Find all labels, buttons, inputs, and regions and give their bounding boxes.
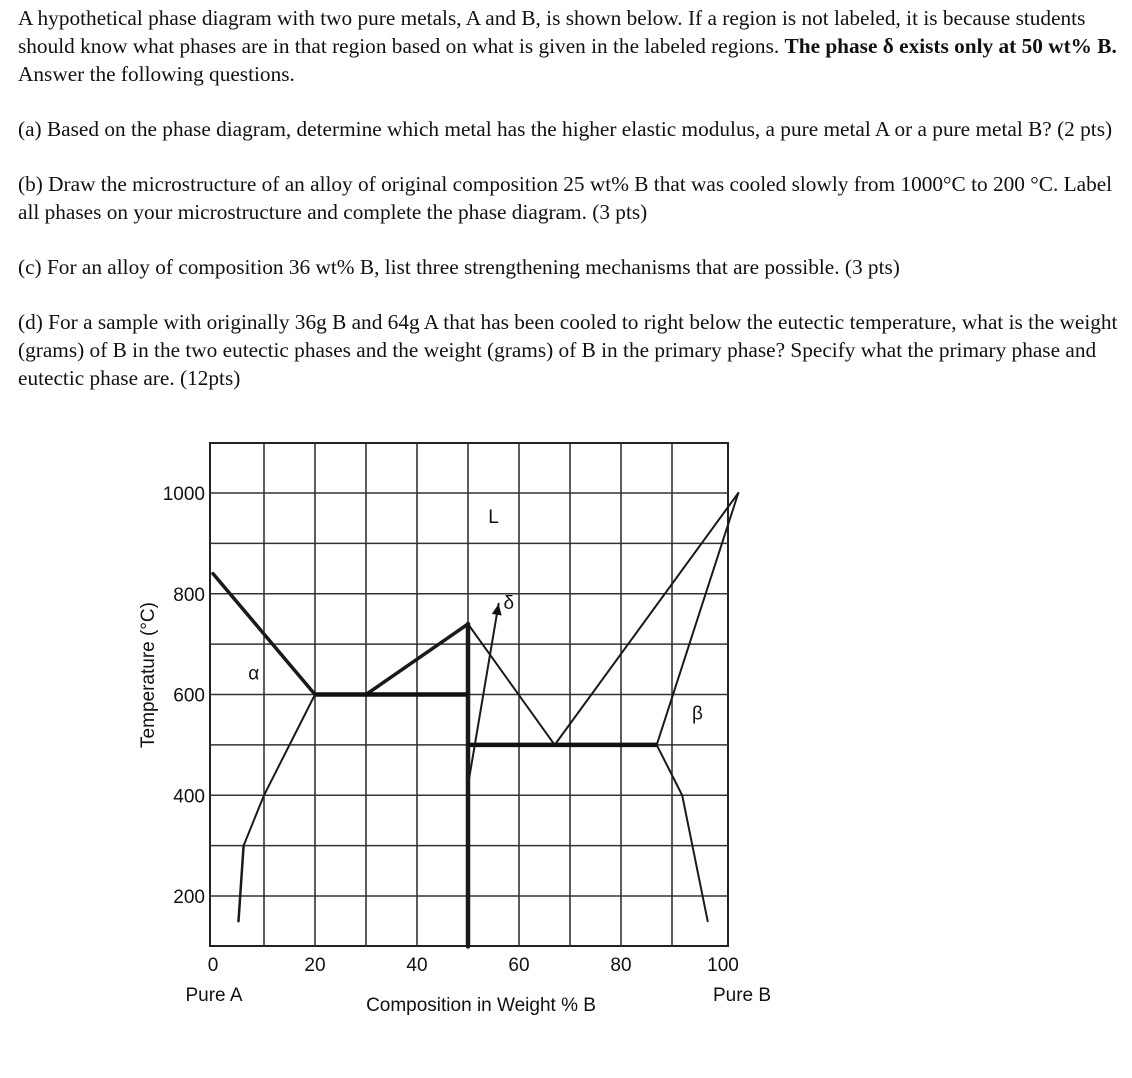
y-tick-label: 600 [173, 685, 205, 707]
x-tick-label: 40 [406, 955, 428, 976]
question-c: (c) For an alloy of composition 36 wt% B, list three strengthening mechanisms that are possible. (3 pts) [18, 255, 900, 279]
ticks [163, 484, 739, 976]
liquidus-delta-right [468, 624, 555, 745]
x-tick-label: 60 [508, 955, 530, 976]
x-tick-label: 100 [707, 955, 739, 976]
chart-labels [138, 507, 771, 1016]
x-tick-label: 80 [610, 955, 632, 976]
region-label: α [248, 663, 260, 685]
pure-a-label: Pure A [185, 985, 243, 1006]
solvus-A-upper [244, 695, 315, 846]
liquidus-B [555, 493, 739, 745]
y-tick-label: 400 [173, 786, 205, 808]
solvus-A-lower [239, 846, 244, 922]
x-tick-label: 0 [207, 955, 219, 976]
delta-arrowhead [492, 604, 502, 616]
question-d: (d) For a sample with originally 36g B and 64g A that has been cooled to right below the eutectic temperature, what is the weight (grams) of B in the two eutectic phases and the weight (grams) of B in the primary phase? Specify what the primary phase and eutectic phase are. (12pts) [18, 310, 1118, 390]
solvus-B [657, 745, 708, 921]
liquidus-A [213, 574, 366, 695]
x-axis-label: Composition in Weight % B [366, 995, 596, 1016]
y-tick-label: 200 [173, 887, 205, 908]
x-tick-label: 20 [304, 955, 326, 976]
y-tick-label: 1000 [162, 484, 205, 505]
question-b: (b) Draw the microstructure of an alloy of original composition 25 wt% B that was cooled slowly from 1000°C to 200 °C. Label all phases on your microstructure and complete the phase diagram. (3 pts) [18, 172, 1113, 224]
region-label: δ [503, 592, 515, 614]
y-tick-label: 800 [173, 584, 205, 606]
region-label: β [692, 703, 703, 725]
intro-bold: The phase δ exists only at 50 wt% B. [784, 34, 1117, 58]
question-a: (a) Based on the phase diagram, determine which metal has the higher elastic modulus, a pure metal A or a pure metal B? (2 pts) [18, 117, 1113, 141]
intro-text: A hypothetical phase diagram with two pure metals, A and B, is shown below. If a region is not labeled, it is because students should know what phases are in that region based on what is given in the labeled regions. [18, 6, 1086, 58]
region-label: L [488, 507, 499, 529]
y-axis-label: Temperature (°C) [138, 602, 159, 748]
intro-instruction: Answer the following questions. [18, 62, 295, 86]
pure-b-label: Pure B [712, 985, 772, 1006]
phase-curves [213, 493, 738, 946]
